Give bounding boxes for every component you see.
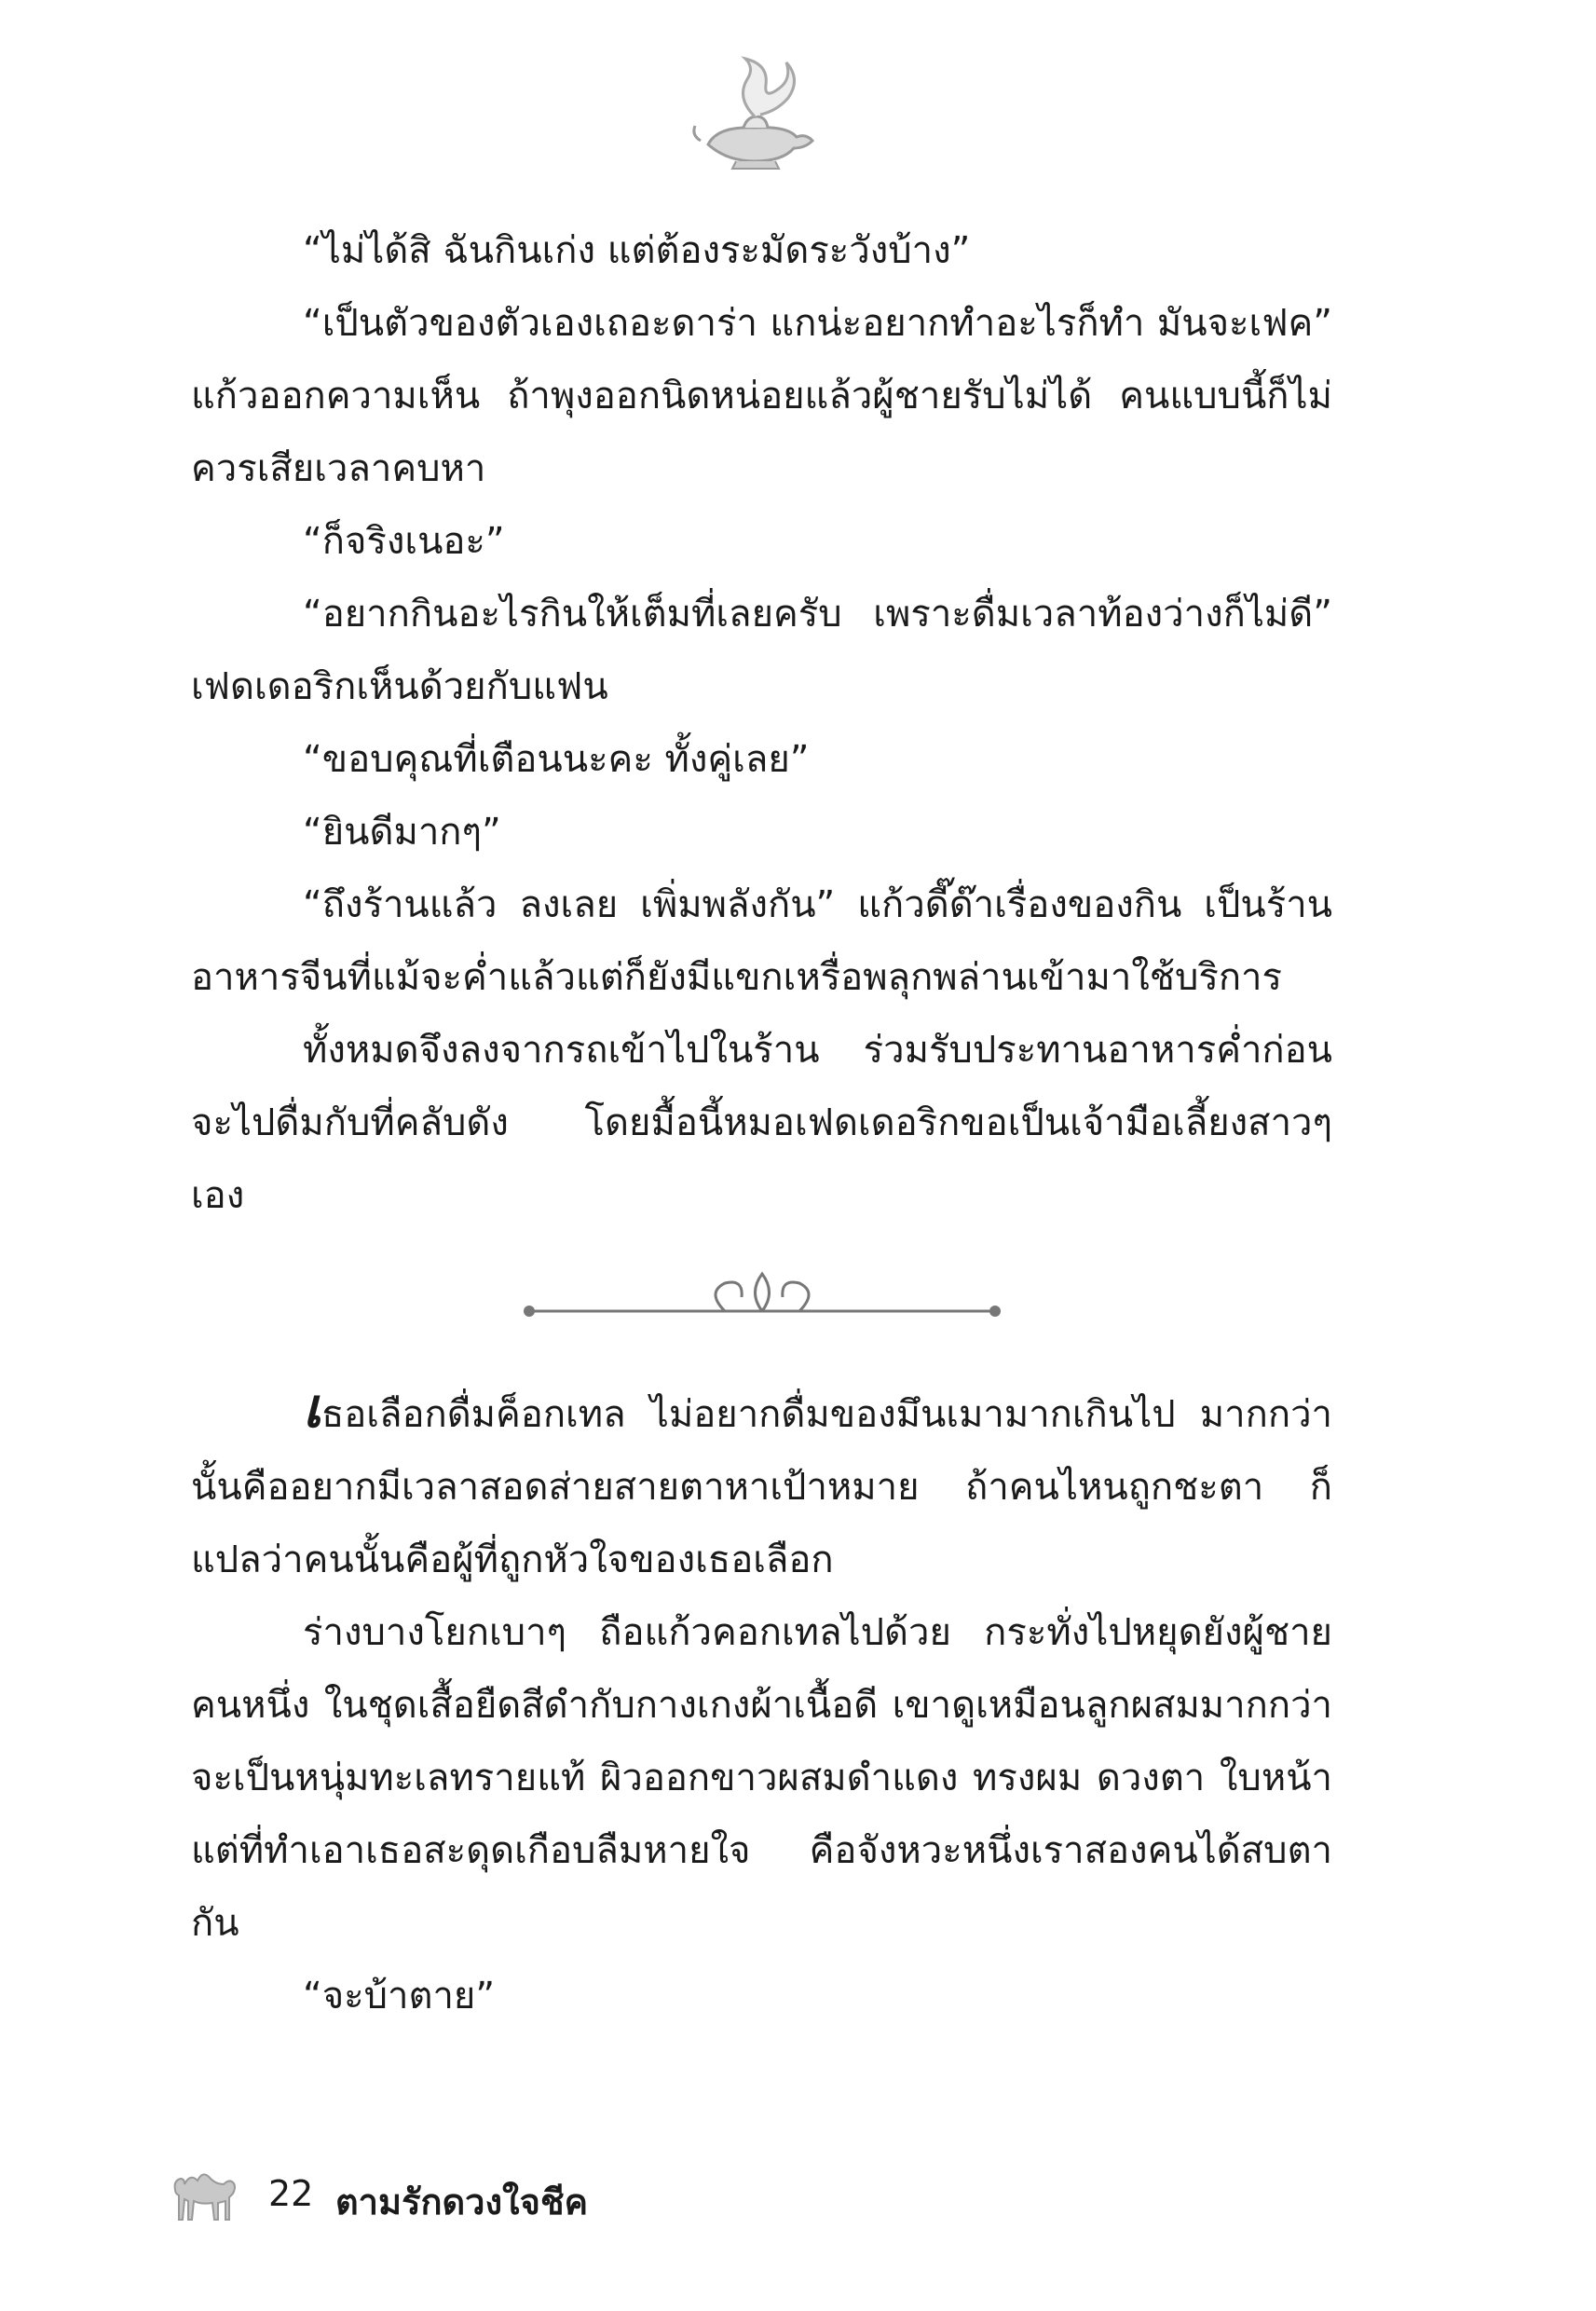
page-footer	[168, 2153, 913, 2236]
paragraph: “จะบ้าตาย”	[303, 1975, 496, 2017]
paragraph: ร่างบางโยกเบาๆ ถือแก้วคอกเทลไปด้วย กระทั่งไปหยุดยังผู้ชายคนหนึ่ง ในชุดเสื้อยืดสีดำกับกางเกงผ้าเนื้อดี เขาดูเหมือนลูกผสมมากกว่าจะเป็นหนุ่มทะเลทรายแท้ ผิวออกขาวผสมดำแดง ทรงผม ดวงตา ใบหน้า แต่ที่ทำเอาเธอสะดุดเกือบลืมหายใจ คือจังหวะหนึ่งเราสองคนได้สบตากัน	[191, 1611, 1332, 1945]
paragraph: “อยากกินอะไรกินให้เต็มที่เลยครับ เพราะดื่มเวลาท้องว่างก็ไม่ดี” เฟดเดอริกเห็นด้วยกับแฟน	[191, 593, 1332, 708]
body-text	[191, 214, 1332, 2032]
section-opening-paragraph	[191, 1372, 1332, 1596]
paragraph: “ขอบคุณที่เตือนนะคะ ทั้งคู่เลย”	[303, 738, 810, 781]
paragraph: “เป็นตัวของตัวเองเถอะดาร่า แกน่ะอยากทำอะไรก็ทำ มันจะเฟค” แก้วออกความเห็น ถ้าพุงออกนิดหน่อยแล้วผู้ชายรับไม่ได้ คนแบบนี้ก็ไม่ควรเสียเวลาคบหา	[191, 302, 1332, 490]
paragraph: “ไม่ได้สิ ฉันกินเก่ง แต่ต้องระมัดระวังบ้าง”	[303, 229, 971, 272]
book-title: ตามรักดวงใจชีค	[335, 2181, 589, 2222]
paragraph-text: ธอเลือกดื่มค็อกเทล ไม่อยากดื่มของมึนเมามากเกินไป มากกว่านั้นคืออยากมีเวลาสอดส่ายสายตาหาเป้าหมาย ถ้าคนไหนถูกชะตา ก็แปลว่าคนนั้นคือผู้ที่ถูกหัวใจของเธอเลือก	[191, 1393, 1332, 1581]
genie-lamp-icon	[689, 51, 820, 172]
paragraph: “ถึงร้านแล้ว ลงเลย เพิ่มพลังกัน” แก้วดี๊ด๊าเรื่องของกิน เป็นร้านอาหารจีนที่แม้จะค่ำแล้วแต่ก็ยังมีแขกเหรื่อพลุกพล่านเข้ามาใช้บริการ	[191, 883, 1332, 999]
drop-cap: เ	[303, 1376, 321, 1440]
paragraph: “ยินดีมากๆ”	[303, 811, 501, 854]
paragraph: “ก็จริงเนอะ”	[303, 520, 505, 563]
camel-icon	[168, 2153, 242, 2227]
page-number: 22	[268, 2173, 314, 2214]
section-divider-ornament	[520, 1260, 1004, 1344]
paragraph: ทั้งหมดจึงลงจากรถเข้าไปในร้าน ร่วมรับประทานอาหารค่ำก่อนจะไปดื่มกับที่คลับดัง โดยมื้อนี้หมอเฟดเดอริกขอเป็นเจ้ามือเลี้ยงสาวๆ เอง	[191, 1029, 1332, 1217]
